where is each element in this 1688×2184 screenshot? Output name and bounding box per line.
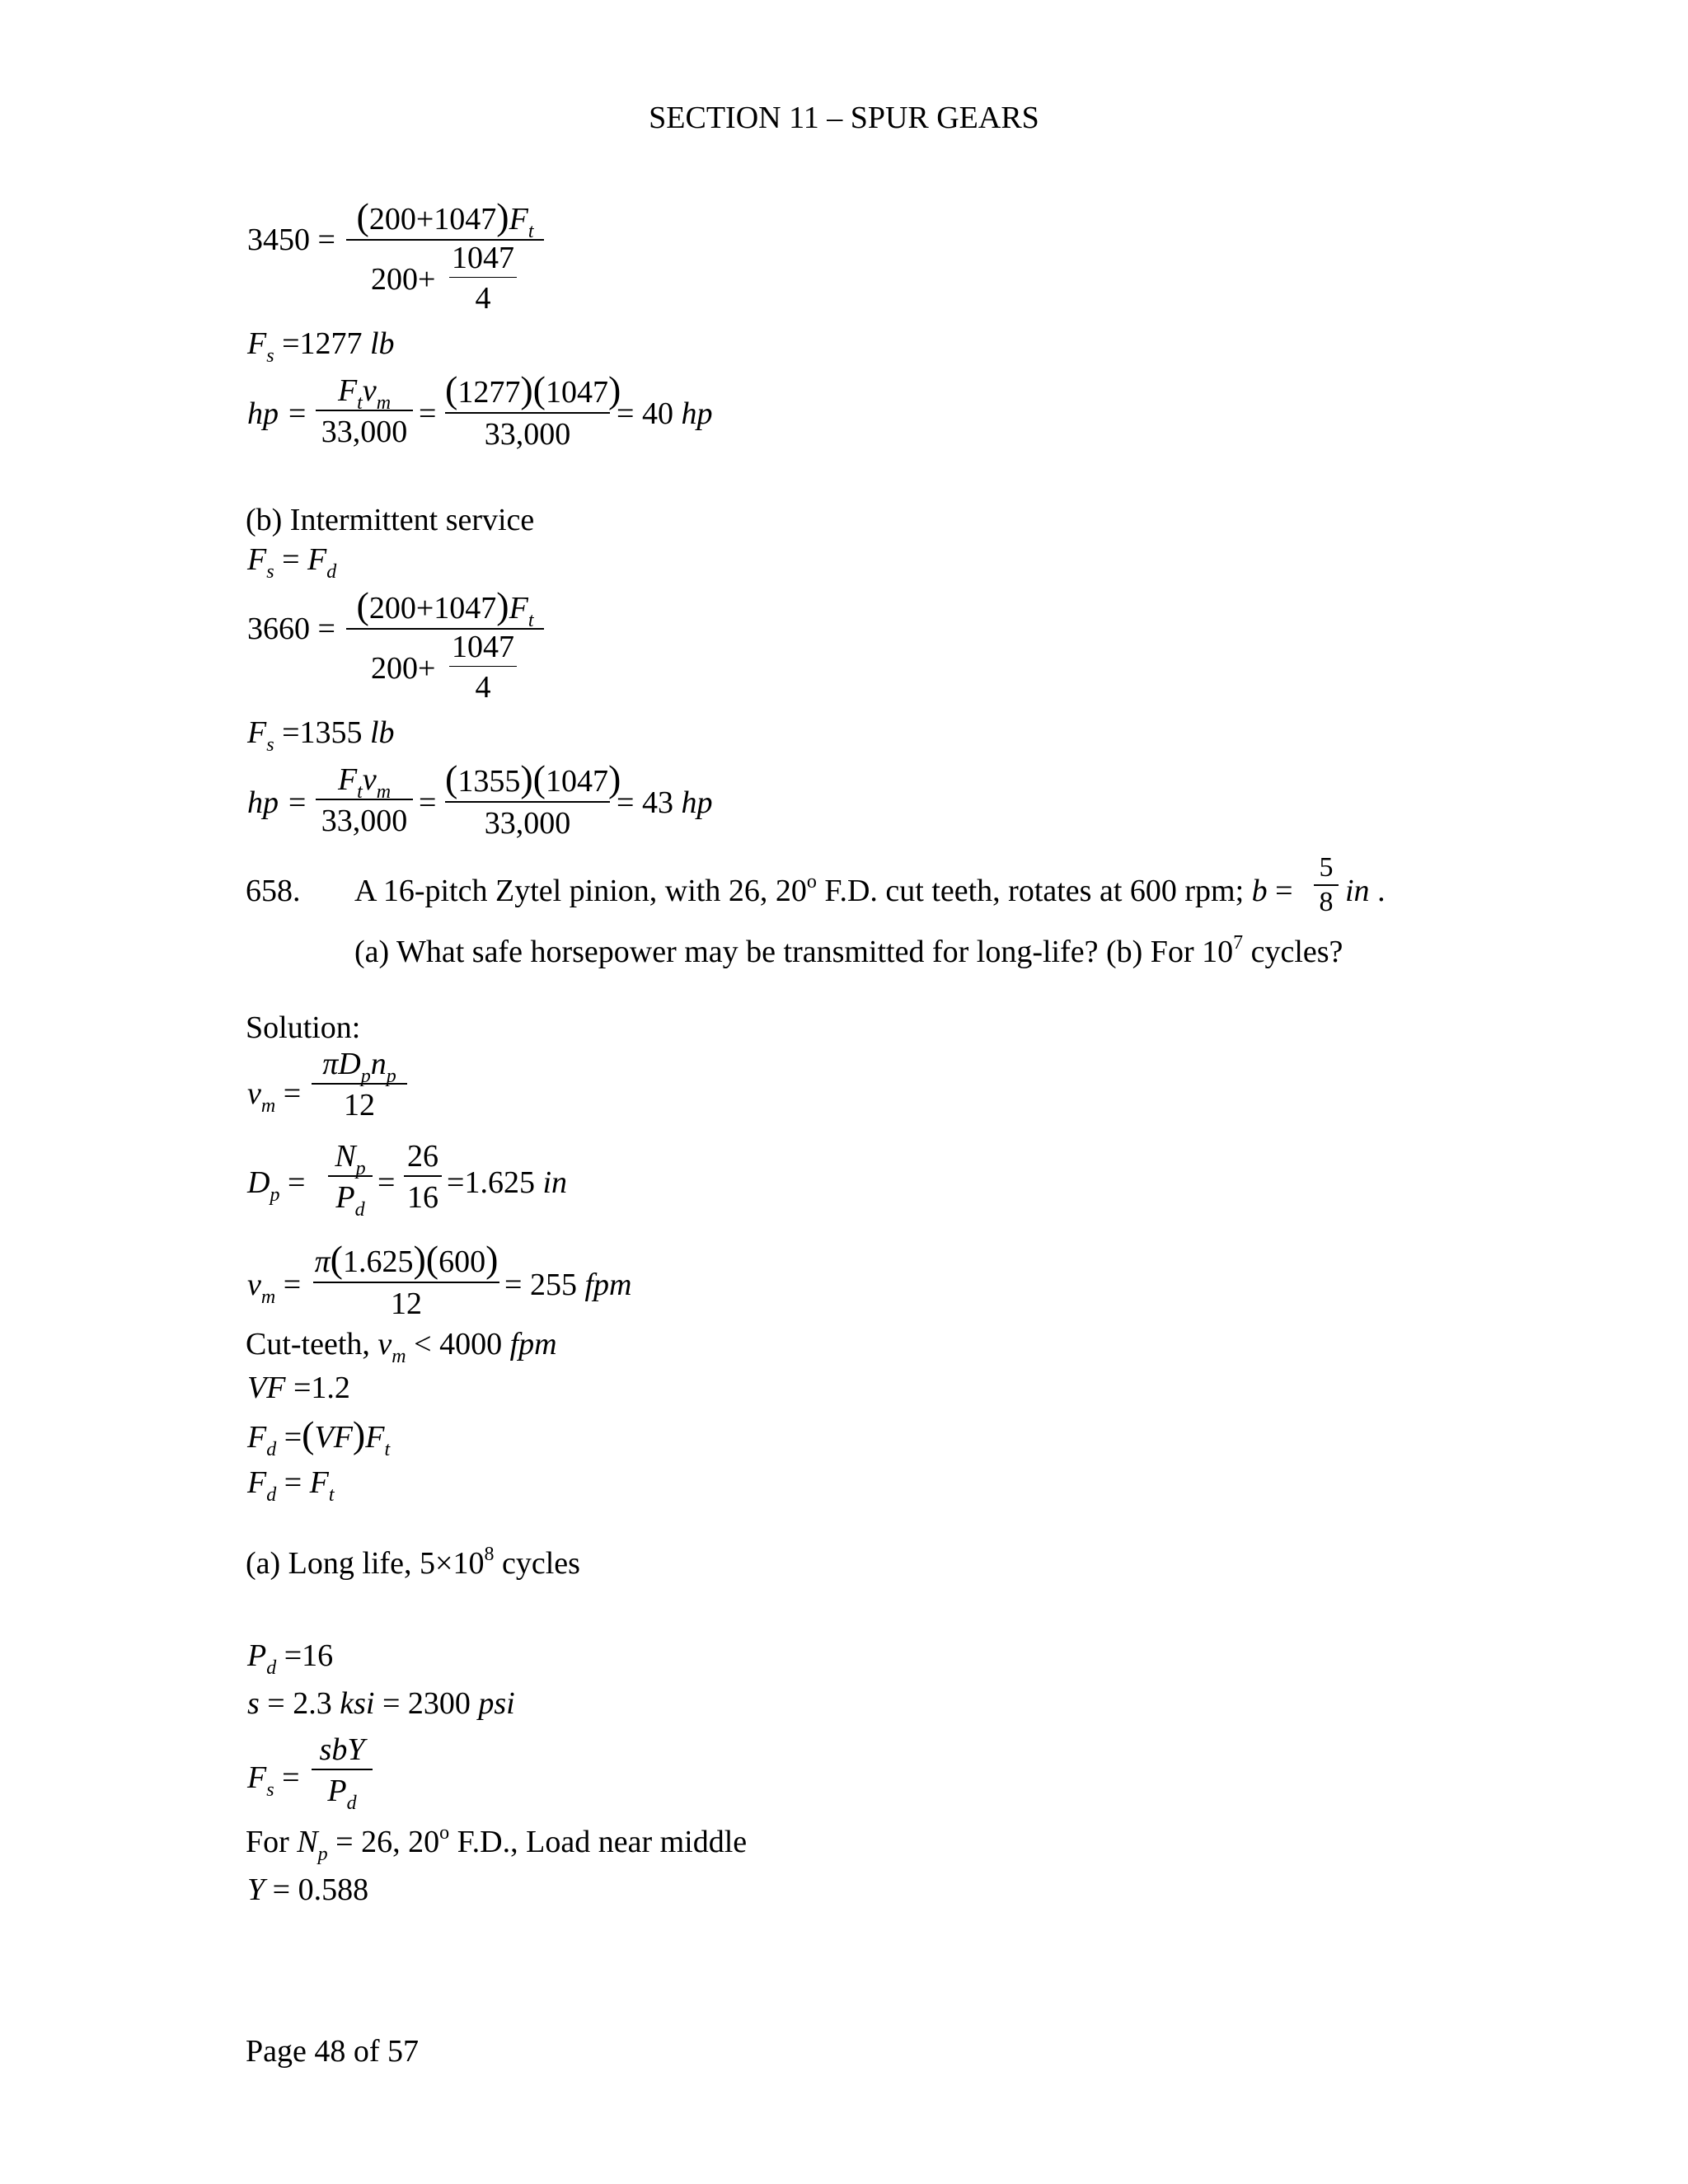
cut-teeth-line: Cut-teeth, $v_m < 4000$ fpm	[246, 1327, 557, 1367]
solution-label: Solution:	[246, 1010, 361, 1045]
problem-number: 658.	[246, 874, 301, 908]
pd-value: $P_d =16$	[247, 1638, 334, 1679]
page-footer: Page 48 of 57	[246, 2034, 420, 2069]
vf-value: VF =1.2	[247, 1371, 350, 1405]
s-value: s = 2.3 ksi = 2300 psi	[247, 1686, 515, 1721]
problem-statement-line2: (a) What safe horsepower may be transmitted for long-life? (b) For $10^7$ cycles?	[354, 932, 1343, 969]
page-header: SECTION 11 – SPUR GEARS	[649, 101, 1039, 135]
problem-statement-line1: A 16-pitch Zytel pinion, with 26, 20$^o$ F.D. cut teeth, rotates at 600 rpm; b =	[354, 871, 1293, 908]
long-life-heading: (a) Long life, $5\times 10^8$ cycles	[246, 1544, 580, 1581]
fd-equals-ft: $F_d = F_t$	[247, 1465, 335, 1506]
b-fraction: 5 8	[1314, 854, 1339, 916]
fs-result-1: $F_s =1277$ lb	[247, 326, 395, 367]
for-np-line: For $N_p = 26$, 20$^o$ F.D., Load near middle	[246, 1822, 748, 1865]
fs-result-2: $F_s =1355$ lb	[247, 715, 395, 756]
y-value: Y = 0.588	[247, 1872, 369, 1907]
intermittent-heading: (b) Intermittent service	[246, 503, 535, 537]
fd-equals-vf-ft: $F_d =(VF)F_t$	[247, 1413, 391, 1460]
b-unit: in .	[1345, 874, 1386, 908]
fs-equals-fd: $F_s = F_d$	[247, 542, 337, 583]
